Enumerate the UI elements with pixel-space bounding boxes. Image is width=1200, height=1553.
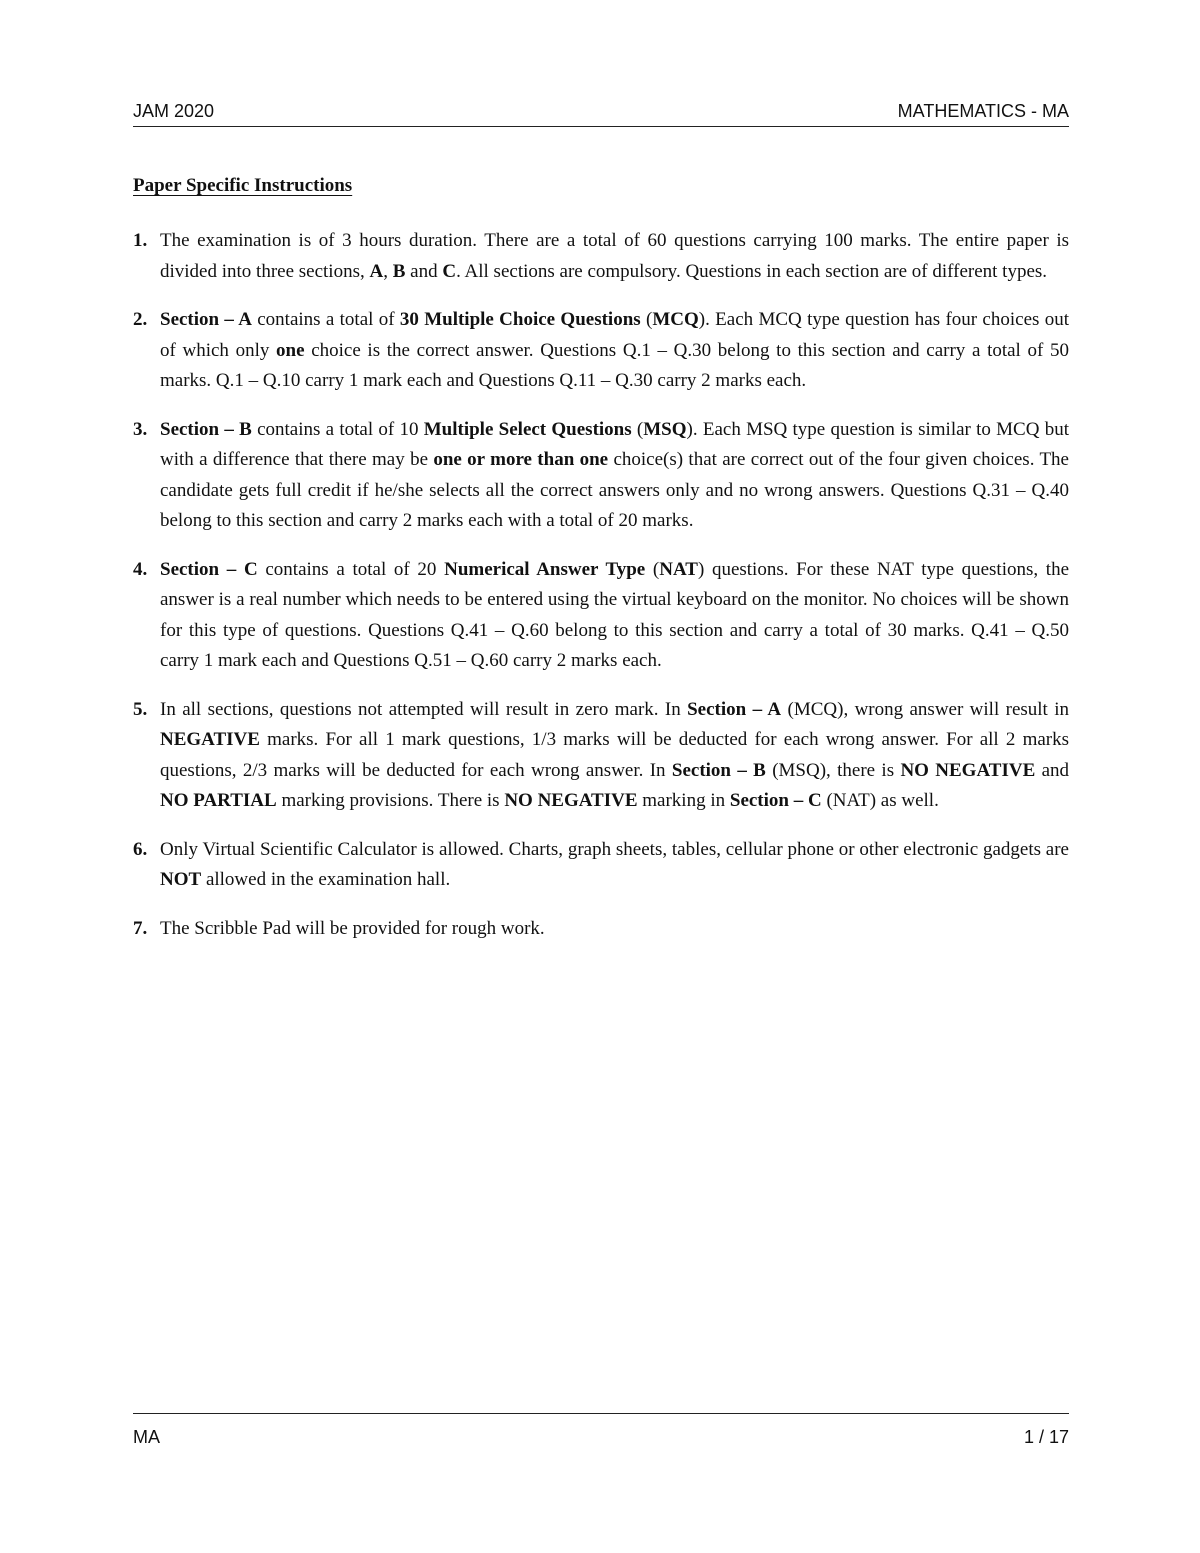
instruction-bold-text: Numerical Answer Type [444, 558, 646, 580]
instruction-text: The examination is of 3 hours duration. There are a total of 60 questions carrying 100 marks. The entire paper is divided into three sections, [160, 230, 1069, 282]
instruction-item [133, 415, 1069, 537]
instruction-number: 4. [133, 558, 148, 580]
instructions-title: Paper Specific Instructions [133, 175, 353, 196]
instruction-bold-text: Multiple Select Questions [423, 418, 632, 440]
instruction-bold-text: one or more than one [433, 449, 609, 470]
instruction-text: contains a total of 20 [257, 558, 445, 580]
instruction-bold-text: A [369, 260, 384, 282]
instruction-list [133, 226, 1069, 962]
instruction-number: 3. [133, 418, 148, 440]
instruction-text: ( [645, 558, 660, 580]
instruction-text: choice(s) that are correct out of the four given choices. The candidate gets full credit if he/she selects all the correct answers only and no wrong answers. Questions Q.31 – Q.40 belong to this section and carry 2 marks each with a total of 20 marks. [160, 449, 1069, 531]
instruction-text: ( [631, 418, 644, 440]
instruction-bold-text: Section – C [729, 790, 822, 811]
instruction-bold-text: NO NEGATIVE [900, 759, 1036, 781]
instruction-bold-text: one [276, 339, 305, 361]
page-number: 1 / 17 [1023, 1427, 1069, 1447]
instruction-bold-text: Section – C [160, 558, 258, 580]
instruction-text: The Scribble Pad will be provided for rough work. [160, 917, 545, 939]
instruction-number: 7. [133, 917, 148, 939]
instruction-item [133, 305, 1069, 397]
instruction-text: ). Each MSQ type question is similar to MCQ but with a difference that there may be [160, 418, 1069, 470]
header-subject: MATHEMATICS - MA [897, 101, 1069, 121]
instruction-item [133, 914, 1069, 945]
instruction-text: ) questions. For these NAT type questions, the answer is a real number which needs to be entered using the virtual keyboard on the monitor. No choices will be shown for this type of questions. Questions Q.41 – Q.60 belong to this section and carry a total of 30 marks. Q.41 – Q.50 carry 1 mark each and Questions Q.51 – Q.60 carry 2 marks each. [160, 558, 1070, 671]
instruction-item [133, 695, 1069, 817]
instruction-text: marking provisions. There is [276, 790, 505, 811]
instruction-number: 5. [133, 698, 148, 720]
instruction-bold-text: MCQ [652, 309, 699, 330]
instruction-text: contains a total of 10 [251, 418, 424, 440]
instruction-text: , [383, 260, 393, 282]
instruction-bold-text: Section – A [687, 698, 782, 720]
instruction-bold-text: NEGATIVE [160, 729, 260, 750]
instruction-text: and [1035, 759, 1070, 781]
instruction-bold-text: NO PARTIAL [160, 790, 277, 811]
instruction-item [133, 226, 1069, 287]
instruction-text: ). Each MCQ type question has four choices out of which only [160, 309, 1069, 361]
instruction-bold-text: NOT [160, 869, 202, 890]
document-page [133, 0, 1069, 1553]
instruction-text: In all sections, questions not attempted will result in zero mark. In [160, 698, 688, 720]
instruction-bold-text: Section – A [160, 309, 252, 330]
instruction-text: choice is the correct answer. Questions Q.1 – Q.30 belong to this section and carry a total of 50 marks. Q.1 – Q.10 carry 1 mark each and Questions Q.11 – Q.30 carry 2 marks each. [160, 339, 1069, 391]
instruction-bold-text: MSQ [643, 418, 687, 440]
instruction-text: marks. For all 1 mark questions, 1/3 marks will be deducted for each wrong answer. For all 2 marks questions, 2/3 marks will be deducted for each wrong answer. In [160, 729, 1069, 781]
instruction-bold-text: C [442, 260, 457, 282]
instruction-number: 1. [133, 230, 148, 251]
instruction-bold-text: Section – B [160, 418, 252, 440]
instruction-number: 6. [133, 838, 148, 860]
instruction-text: and [405, 260, 443, 282]
page-footer [133, 1413, 1069, 1447]
footer-paper-code: MA [133, 1427, 160, 1447]
instruction-item [133, 835, 1069, 896]
instruction-bold-text: NAT [659, 558, 698, 580]
instruction-bold-text: Section – B [671, 759, 766, 781]
instruction-bold-text: 30 Multiple Choice Questions [399, 309, 641, 330]
instruction-item [133, 555, 1069, 677]
instruction-bold-text: NO NEGATIVE [504, 790, 638, 811]
page-header [133, 96, 1069, 127]
instruction-bold-text: B [392, 260, 406, 282]
instruction-text: . All sections are compulsory. Questions in each section are of different types. [456, 260, 1048, 282]
instruction-text: (NAT) as well. [821, 790, 939, 811]
instruction-text: contains a total of [251, 309, 400, 330]
instruction-text: (MCQ), wrong answer will result in [781, 698, 1069, 720]
header-exam-name: JAM 2020 [133, 101, 215, 121]
instruction-number: 2. [133, 309, 148, 330]
instruction-text: Only Virtual Scientific Calculator is allowed. Charts, graph sheets, tables, cellular phone or other electronic gadgets are [160, 838, 1069, 860]
instruction-text: marking in [637, 790, 730, 811]
instruction-text: (MSQ), there is [765, 759, 901, 781]
instruction-text: allowed in the examination hall. [201, 869, 451, 890]
instruction-text: ( [640, 309, 653, 330]
